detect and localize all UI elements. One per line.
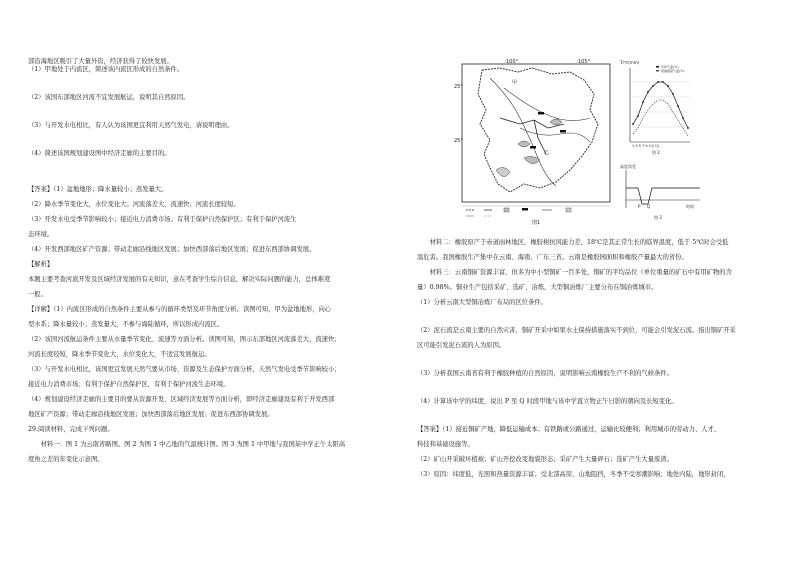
analysis-line: 一般。 bbox=[28, 291, 47, 298]
answer-line: （4）开发西部地区矿产资源；带动走廊沿线地区发展；加快西部落后地区发展；促进东西部协调发展。 bbox=[28, 246, 316, 253]
lat-label: 25° bbox=[454, 138, 463, 144]
detail-line: （3）与开发水电相比，该国更宜发展天然气要从市场、资源及生态保护方面分析，天然气发电受季节影响较小； bbox=[28, 366, 341, 373]
question-r2: （2）泥石流是云南主要的自然灾害，铜矿开采中如果水土保持措施落实不到位，可能会引发泥石流。指出铜矿开采 bbox=[417, 327, 736, 334]
question-r2-cont: 区可能引发泥石流的人为原因。 bbox=[417, 342, 506, 349]
material-3: 材料三：云南铜矿资源丰富，但多为中小型铜矿一百多处，铜矿的平均品位（单位重量的矿石中有用矿物的含 bbox=[429, 269, 732, 276]
material-2-cont: 温危害。我国橡胶生产集中在云南、海南、广东三省。云南是橡胶园面积和橡胶产量最大的省份。 bbox=[417, 254, 688, 261]
material-2: 材料二：橡胶原产于赤道雨林地区，橡胶树抗风能力差，18℃是其正常生长的临界温度，低于 5℃时会受低 bbox=[429, 239, 729, 246]
material-1: 材料一：图 1 为云南省略图。图 2 为图 1 中乙地的气温统计图。图 3 为图 1 中甲地与我国某中学正午太阳高 bbox=[40, 441, 346, 448]
legend-avg: 平均气温(℃) bbox=[661, 65, 679, 69]
figure-2-unit: T/℃(mm) bbox=[620, 60, 640, 65]
detail-line: 河流长度较短，降水季节变化大，水位变化大，不适宜发展航运。 bbox=[28, 351, 211, 358]
question-29: 29.阅读材料，完成下列问题。 bbox=[28, 426, 114, 433]
question-1: （1）甲地处于内流区，简述该内流区形成的自然条件。 bbox=[28, 66, 184, 73]
label-p: P bbox=[638, 204, 641, 209]
label-jia: 甲 bbox=[512, 80, 518, 86]
figure-1-caption: 图1 bbox=[532, 220, 541, 226]
figures-row bbox=[417, 58, 773, 232]
figure-3-xlabel: 时间 bbox=[686, 204, 694, 209]
detail-line: 型水系；降水量较小；蒸发量大，不参与海陆循环，所以形成内流区。 bbox=[28, 321, 224, 328]
label-q: Q bbox=[647, 204, 651, 209]
question-r3: （3）分析我国云南省有利于橡胶种植的自然原因，说明影响云南橡胶生产不利的气候条件。 bbox=[417, 370, 673, 377]
figure-3-caption: 图 3 bbox=[654, 215, 662, 220]
question-3: （3）与开发水电相比，有人认为该国更宜利用天然气发电，请说明理由。 bbox=[28, 122, 234, 129]
figure-3-ylabel: 高度角差 bbox=[620, 164, 636, 169]
detail-line: 地区矿产资源；带动走廊沿线地区发展；加快西部落后地区发展；促进东西部协调发展。 bbox=[28, 411, 274, 418]
lon-label: 105° bbox=[578, 59, 591, 65]
question-r1: （1）分析云南大型铜冶炼厂布局的区位条件。 bbox=[417, 299, 547, 306]
question-4: （4）简述该国规划建设图中经济走廊的主要目的。 bbox=[28, 150, 171, 157]
figure-2-chart bbox=[620, 58, 692, 156]
analysis-heading: 【解析】 bbox=[28, 261, 54, 268]
answer-heading: 【答案】（1）盆地地形；降水量较小；蒸发量大。 bbox=[28, 186, 168, 193]
figure-3-chart bbox=[620, 162, 702, 222]
right-column bbox=[417, 58, 773, 479]
detail-line: （4）规划建设经济走廊的主要目的要从资源开发、区域经济发展等方面分析，即经济走廊建设有利于开发西部 bbox=[28, 396, 335, 403]
analysis-line: 本题主要考查河流开发及区域经济发展的有关知识，意在考查学生综合信息，解决实际问题的能力，总体难度 bbox=[28, 276, 331, 283]
left-column bbox=[28, 58, 380, 464]
answer-r2: （2）矿山开采破坏植被；矿山开挖改变地貌形态；采矿产生大量碎石；选矿产生大量废渣。 bbox=[417, 456, 673, 463]
material-1-cont: 度角之差的年变化示意图。 bbox=[28, 456, 104, 463]
detail-line: 【详解】（1）内流区形成的自然条件主要从参与的循环类型及环节角度分析。读图可知，甲为盆地地形，向心 bbox=[28, 306, 332, 313]
detail-line: （2）该国河流航运条件主要从水量季节变化、流速等方面分析。读图可知，图示东部地区河流落差大，流速快； bbox=[28, 336, 341, 343]
answer-r1-cont: 科技和基础设施等。 bbox=[417, 441, 474, 448]
figure-2-xticks: 1 3 5 7 9 11(月) bbox=[632, 144, 660, 148]
answer-line: 态环境。 bbox=[28, 231, 54, 238]
answer-r1: 【答案】（1）接近铜矿产地，降低运输成本；有铁路或公路通过，运输比较便利；利用城市的劳动力、人才、 bbox=[417, 426, 721, 433]
question-r4: （4）计算该中学的纬度，说出 P 至 Q 时段甲地与该中学直立物正午日影的朝向及长短变化。 bbox=[417, 398, 678, 405]
lon-label: 100° bbox=[506, 59, 519, 65]
text-line: 部沿海地区吸引了大量外资，经济获得了较快发展。 bbox=[28, 58, 173, 65]
detail-line: 接近电力消费市场；有利于保护自然保护区，有利于保护河流生态环境。 bbox=[28, 381, 230, 388]
figure-1-map bbox=[454, 58, 612, 226]
legend-max: 极端最高气温(℃) bbox=[661, 69, 685, 73]
lat-label: 25° bbox=[454, 84, 463, 90]
answer-line: （2）降水季节变化大，水位变化大；河流落差大，流速快；河流长度较短。 bbox=[28, 201, 240, 208]
answer-line: （3）开发水电受季节影响较小；接近电力消费市场；有利于保护自然保护区；有利于保护河流生 bbox=[28, 216, 297, 223]
label-yi: 乙 bbox=[544, 150, 550, 156]
answer-r3: （3）原因：纬度低，光照和热量资源丰富；受北部高原，山地阻挡，冬季不受寒潮影响；地处内陆，地形封闭， bbox=[417, 471, 730, 478]
material-3-cont: 量）0.98%。铜业生产包括采矿、选矿、冶炼，大型铜冶炼厂主要分布在铜冶炼城市。 bbox=[417, 284, 658, 291]
question-2: （2）该国东部地区河流不宜发展航运，说明其自然原因。 bbox=[28, 94, 190, 101]
figure-2-caption: 图 2 bbox=[652, 150, 660, 155]
